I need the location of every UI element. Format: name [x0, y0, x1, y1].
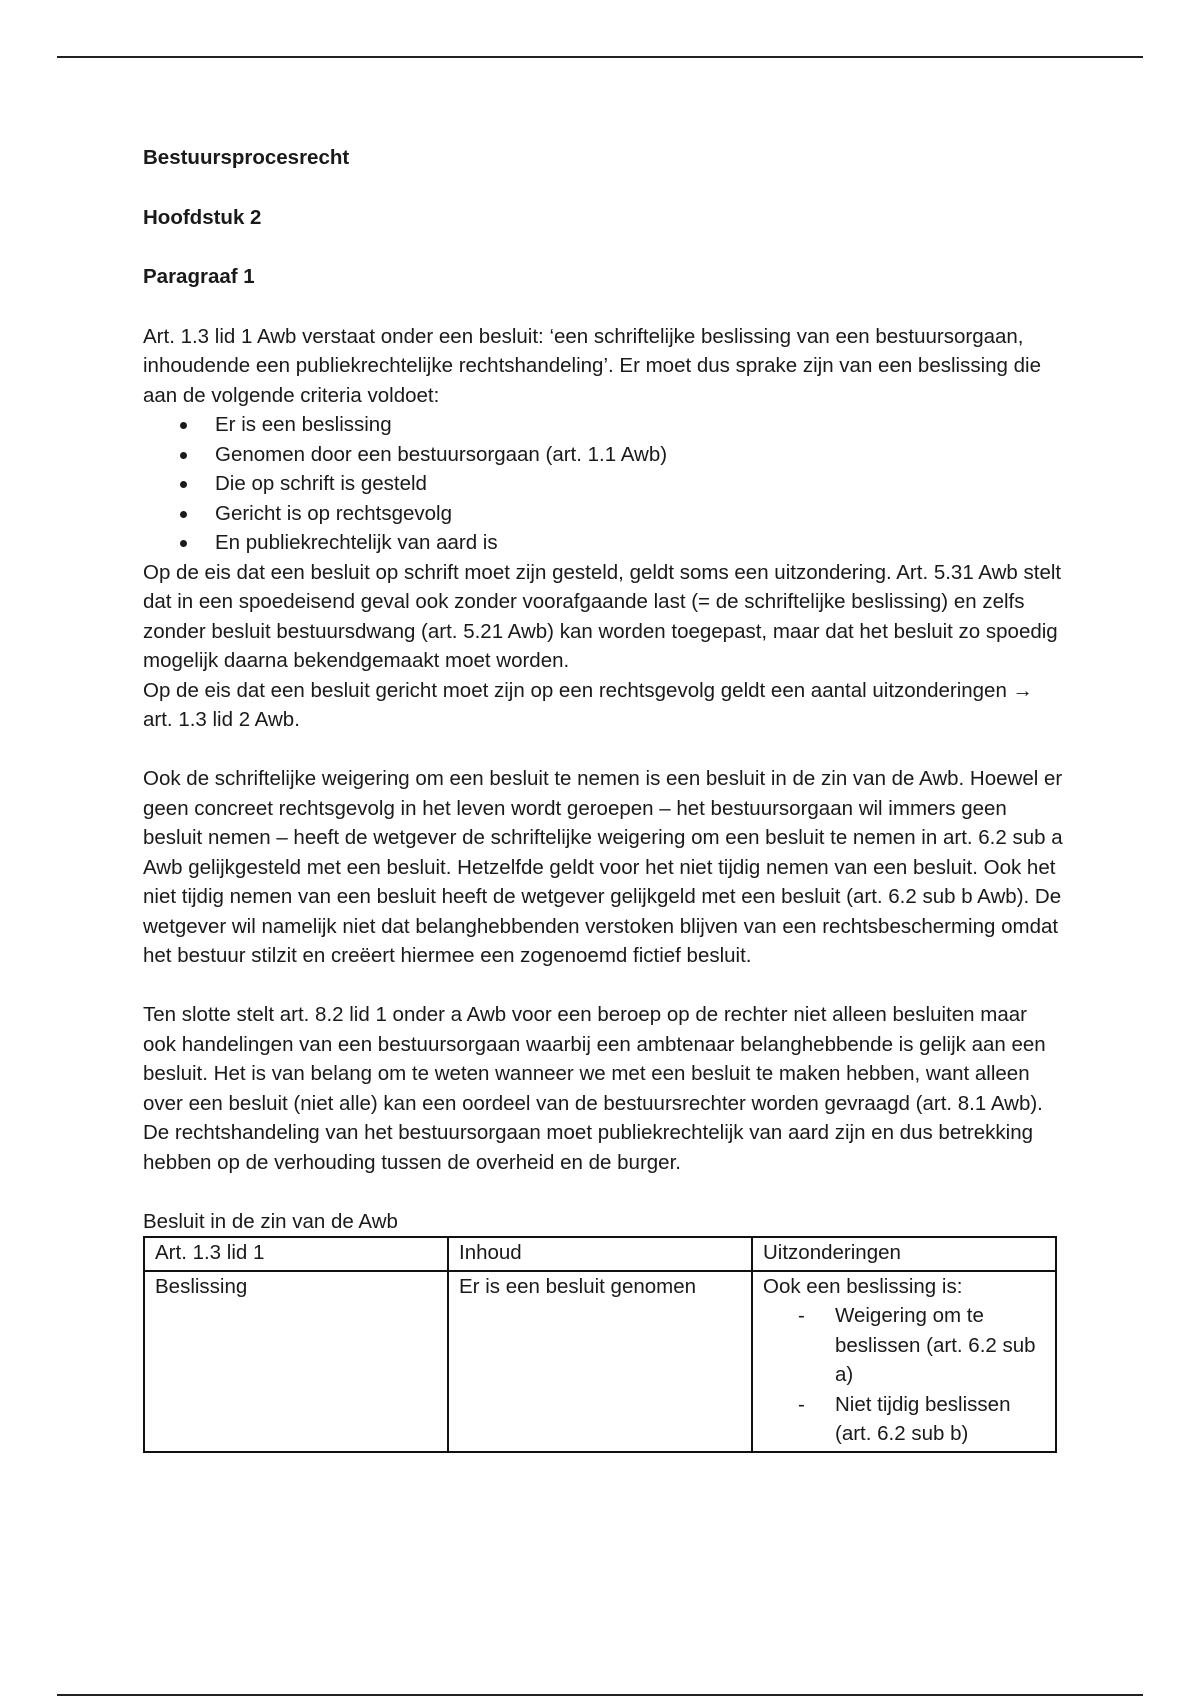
paragraph-written-exception: Op de eis dat een besluit op schrift moet zijn gesteld, geldt soms een uitzondering. Art. 5.31 Awb stelt dat in een spoedeisend geval ook zonder voorafgaande last (= de schriftelijke beslissing) en zelfs zonder besluit bestuursdwang (art. 5.21 Awb) kan worden toegepast, maar dat het besluit zo spoedig mogelijk daarna bekendgemaakt moet worden.	[143, 560, 1062, 672]
criteria-item: En publiekrechtelijk van aard is	[215, 528, 1063, 558]
table-cell: Beslissing	[144, 1271, 448, 1452]
criteria-item: Genomen door een bestuursorgaan (art. 1.1 Awb)	[215, 440, 1063, 470]
criteria-item: Er is een beslissing	[215, 410, 1063, 440]
criteria-list	[143, 410, 1063, 558]
table-header-cell: Art. 1.3 lid 1	[144, 1237, 448, 1271]
exceptions-list	[763, 1301, 1045, 1449]
chapter-heading: Hoofdstuk 2	[143, 205, 262, 229]
table-caption: Besluit in de zin van de Awb	[143, 1209, 398, 1233]
decision-table	[143, 1236, 1057, 1453]
section-heading: Paragraaf 1	[143, 265, 255, 288]
intro-paragraph: Art. 1.3 lid 1 Awb verstaat onder een besluit: ‘een schriftelijke beslissing van een bestuursorgaan, inhoudende een publiekrechtelijke rechtshandeling’. Er moet dus sprake zijn van een beslissing die aan de volgende criteria voldoet:	[143, 324, 1042, 407]
table-header-cell: Uitzonderingen	[752, 1237, 1056, 1271]
document-title: Bestuursprocesrecht	[143, 146, 350, 169]
criteria-item: Gericht is op rechtsgevolg	[215, 499, 1063, 529]
table-cell-exceptions	[752, 1271, 1056, 1452]
table-row	[144, 1271, 1056, 1452]
footer-rule	[57, 1694, 1143, 1696]
table-cell: Er is een besluit genomen	[448, 1271, 752, 1452]
paragraph-appeal: Ten slotte stelt art. 8.2 lid 1 onder a Awb voor een beroep op de rechter niet alleen besluiten maar ook handelingen van een bestuursorgaan waarbij een ambtenaar belanghebbende is gelijk aan een besluit. Het is van belang om te weten wanneer we met een besluit te maken hebben, want alleen over een besluit (niet alle) kan een oordeel van de bestuursrechter worden gevraagd (art. 8.1 Awb). De rechtshandeling van het bestuursorgaan moet publiekrechtelijk van aard zijn en dus betrekking hebben op de verhouding tussen de overheid en de burger.	[143, 1003, 1046, 1174]
table-header-row	[144, 1237, 1056, 1271]
exceptions-intro: Ook een beslissing is:	[763, 1274, 963, 1298]
paragraph-fictitious-decision: Ook de schriftelijke weigering om een besluit te nemen is een besluit in de zin van de Awb. Hoewel er geen concreet rechtsgevolg in het leven wordt geroepen – het bestuursorgaan wil immers geen besluit nemen – heeft de wetgever de schriftelijke weigering om een besluit te nemen in art. 6.2 sub a Awb gelijkgesteld met een besluit. Hetzelfde geldt voor het niet tijdig nemen van een besluit. Ook het niet tijdig nemen van een besluit heeft de wetgever gelijkgeld met een besluit (art. 6.2 sub b Awb). De wetgever wil namelijk niet dat belanghebbenden verstoken blijven van een rechtsbescherming omdat het bestuur stilzit en creëert hiermee een zogenoemd fictief besluit.	[143, 767, 1063, 967]
exception-item: - Weigering om te beslissen (art. 6.2 sub a)	[835, 1301, 1045, 1390]
criteria-item: Die op schrift is gesteld	[215, 469, 1063, 499]
paragraph-legal-effect-exception: Op de eis dat een besluit gericht moet zijn op een rechtsgevolg geldt een aantal uitzonderingen → art. 1.3 lid 2 Awb.	[143, 678, 1034, 731]
document-page	[143, 143, 1063, 1453]
header-rule	[57, 56, 1143, 58]
table-header-cell: Inhoud	[448, 1237, 752, 1271]
exception-item: - Niet tijdig beslissen (art. 6.2 sub b)	[835, 1390, 1045, 1449]
